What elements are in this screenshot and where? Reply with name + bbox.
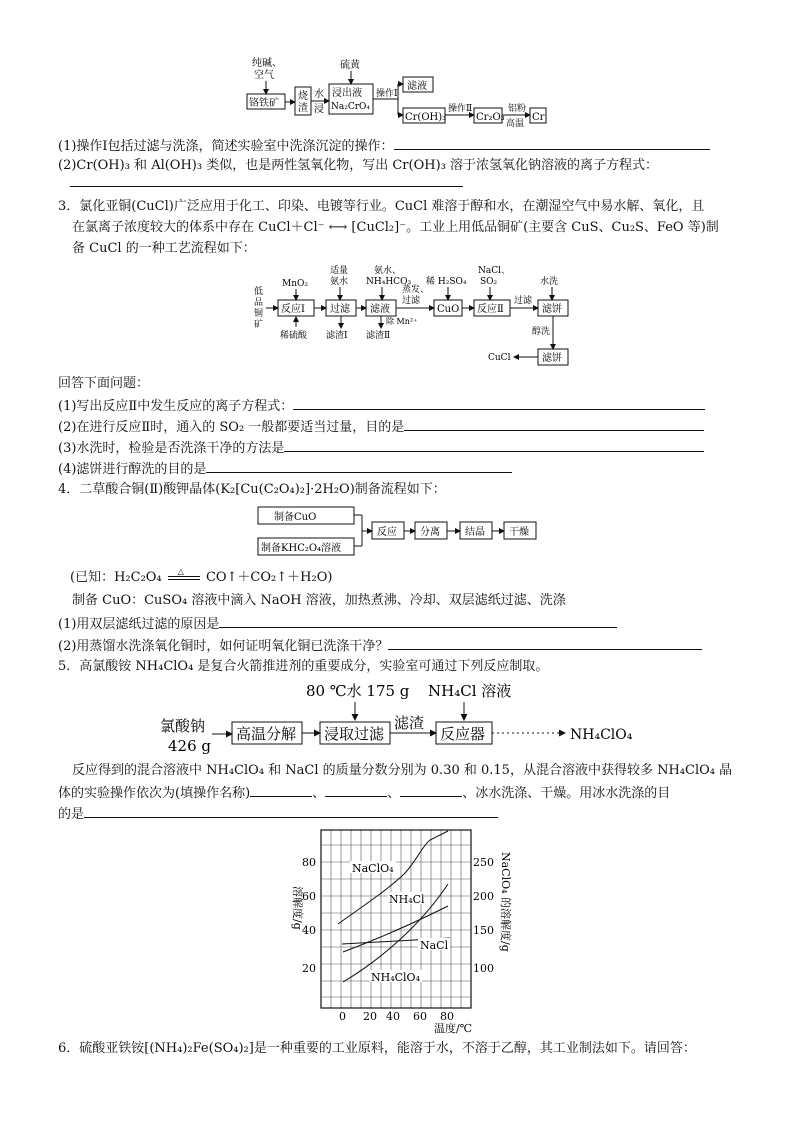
sep: 分离 — [420, 527, 440, 538]
q5-blank-4[interactable] — [84, 804, 498, 818]
q3-sub3-blank[interactable] — [284, 438, 704, 452]
residue: 滤渣 — [394, 714, 425, 732]
residue1: 滤渣Ⅰ — [326, 331, 348, 341]
x-tick-80: 80 — [440, 1010, 454, 1023]
flow1-al: 铝粉 — [508, 104, 527, 114]
flow1-hightemp: 高温 — [506, 119, 525, 129]
flow1-roast-2: 渣 — [298, 103, 308, 114]
flow1-ore: 铬铁矿 — [249, 98, 279, 109]
q5-body-line2: 体的实验操作依次为(填操作名称) 、 、 、冰水洗涤、干燥。用冰水洗涤的目 — [58, 783, 670, 802]
cryst: 结晶 — [465, 527, 485, 538]
cucl-product: CuCl — [488, 353, 511, 363]
q4-sub1: (1)用双层滤纸过滤的原因是 — [58, 614, 617, 633]
q3-sub3: (3)水洗时，检验是否洗涤干净的方法是 — [58, 438, 704, 457]
q3-sub4-blank[interactable] — [206, 459, 512, 473]
q3-sub1: (1)写出反应Ⅱ中发生反应的离子方程式： — [58, 396, 705, 415]
filter2: 过滤 — [514, 296, 533, 306]
x-tick-0: 0 — [339, 1010, 346, 1023]
q3-sub2-blank[interactable] — [404, 417, 704, 431]
mass-in: 426 g — [168, 737, 212, 754]
q4-flowchart — [250, 502, 550, 560]
filtrate: 滤液 — [370, 304, 390, 315]
product: NH₄ClO₄ — [570, 727, 633, 743]
q2-sub1: (1)操作Ⅰ包括过滤与洗涤，简述实验室中洗涤沉淀的操作： — [58, 136, 710, 155]
r1: 反应Ⅰ — [281, 304, 305, 315]
flow1-leachate-1: 浸出液 — [332, 88, 362, 99]
flow1-op2: 操作Ⅱ — [448, 104, 473, 114]
q6-stem: 6．硫酸亚铁铵[(NH₄)₂Fe(SO₄)₂]是一种重要的工业原料，能溶于水，不溶于乙醇，其工业制法如下。请回答： — [58, 1041, 696, 1056]
q4-sub2: (2)用蒸馏水洗涤氧化铜时，如何证明氧化铜已洗涤干净？ — [58, 636, 702, 655]
dry: 干燥 — [509, 527, 529, 538]
evap-1: 蒸发、 — [402, 285, 430, 295]
q3-answer-prompt: 回答下面问题： — [58, 376, 150, 391]
q3-sub2: (2)在进行反应Ⅱ时，通入的 SO₂ 一般都要适当过量，目的是 — [58, 417, 704, 436]
label-nh4clo4: NH₄ClO₄ — [371, 971, 420, 984]
q4-sub2-blank[interactable] — [388, 636, 702, 650]
q3-sub1-blank[interactable] — [293, 396, 705, 410]
right-axis-label: NaClO₄ 的溶解度/g — [499, 852, 512, 952]
q4-prep: 制备 CuO：CuSO₄ 溶液中滴入 NaOH 溶液，加热煮沸、冷却、双层滤纸过滤、洗涤 — [72, 593, 566, 608]
r2: 反应Ⅱ — [477, 304, 504, 315]
left-axis-label: 溶解度/g — [291, 886, 304, 930]
q2-sub2: (2)Cr(OH)₃ 和 Al(OH)₃ 类似，也是两性氢氧化物，写出 Cr(OH)₃ 溶于浓氢氧化钠溶液的离子方程式： — [58, 158, 658, 173]
residue2: 滤渣Ⅱ — [366, 331, 391, 341]
ore-1: 低 — [254, 287, 264, 297]
x-label: 温度/℃ — [434, 1022, 473, 1035]
arrow-bottom — [168, 579, 200, 580]
flow1-air: 空气 — [254, 70, 274, 81]
reactor: 反应器 — [440, 725, 486, 743]
cake1: 滤饼 — [542, 304, 562, 315]
flow1-croh: Cr(OH)₃ — [405, 112, 447, 123]
react: 反应 — [377, 527, 397, 538]
x-tick-60: 60 — [413, 1010, 427, 1023]
q5-flowchart — [150, 676, 650, 754]
q3-stem-line2: 在氯离子浓度较大的体系中存在 CuCl＋Cl⁻ ⟷ [CuCl₂]⁻。工业上用低品铜矿(主要含 CuS、Cu₂S、FeO 等)制 — [72, 220, 719, 235]
q3-stem-line1: 3．氯化亚铜(CuCl)广泛应用于化工、印染、电镀等行业。CuCl 难溶于醇和水，在潮湿空气中易水解、氧化，且 — [58, 199, 705, 214]
leach: 浸取过滤 — [324, 725, 385, 743]
cucl-flowchart — [250, 262, 580, 368]
nacl-1: NaCl、 — [478, 266, 511, 276]
right-tick-200: 200 — [473, 890, 494, 903]
ammonia-2: 氨水 — [330, 277, 349, 287]
flow1-water-2: 浸 — [314, 104, 324, 115]
left-tick-80: 80 — [302, 856, 316, 869]
q5-blank-2[interactable] — [325, 783, 387, 797]
arrow-top — [168, 576, 200, 577]
q3-sub4: (4)滤饼进行醇洗的目的是 — [58, 459, 512, 478]
ore-3: 铜 — [254, 309, 264, 319]
flow1-cr2o3: Cr₂O₃ — [476, 112, 505, 123]
alc-wash: 醇洗 — [532, 327, 551, 337]
right-tick-100: 100 — [473, 962, 494, 975]
flow1-op1: 操作Ⅰ — [376, 89, 398, 99]
flow1-leachate-2: Na₂CrO₄ — [331, 102, 371, 112]
flow1-water-1: 水 — [314, 89, 324, 100]
heat-arrow — [166, 567, 202, 584]
flow1-sulfur: 硫黄 — [340, 60, 360, 71]
cake2: 滤饼 — [542, 353, 562, 364]
nh4cl-top: NH₄Cl 溶液 — [428, 682, 512, 700]
solubility-graph — [280, 822, 540, 1036]
cuo: CuO — [437, 304, 460, 315]
right-tick-150: 150 — [473, 924, 494, 937]
label-nacl: NaCl — [420, 939, 449, 952]
q5-blank-3[interactable] — [400, 783, 462, 797]
prep-khc2o4: 制备KHC₂O₄溶液 — [261, 543, 342, 554]
q4-sub1-blank[interactable] — [219, 614, 617, 628]
mno2: MnO₂ — [282, 279, 308, 289]
x-tick-20: 20 — [363, 1010, 377, 1023]
left-tick-60: 60 — [302, 890, 316, 903]
filter: 过滤 — [330, 304, 350, 315]
flow1-filtrate: 滤液 — [407, 81, 427, 92]
prep-cuo: 制备CuO — [274, 512, 317, 523]
decomp: 高温分解 — [236, 725, 297, 743]
q5-body-line1: 反应得到的混合溶液中 NH₄ClO₄ 和 NaCl 的质量分数分别为 0.30 和 0.15，从混合溶液中获得较多 NH₄ClO₄ 晶 — [72, 763, 733, 778]
water-top: 80 ℃水 175 g — [306, 682, 410, 700]
flow1-cr: Cr — [532, 112, 545, 123]
h2so4-top: 稀 H₂SO₄ — [426, 277, 467, 287]
flow1-soda: 纯碱、 — [252, 58, 282, 69]
wash-water: 水洗 — [540, 277, 559, 287]
q2-sub1-blank[interactable] — [394, 136, 710, 150]
nh3-2: NH₄HCO₃ — [366, 277, 412, 287]
q5-stem: 5．高氯酸铵 NH₄ClO₄ 是复合火箭推进剂的重要成分，实验室可通过下列反应制取。 — [58, 659, 549, 674]
x-tick-40: 40 — [386, 1010, 400, 1023]
label-nh4cl: NH₄Cl — [389, 893, 425, 906]
flow1-roast-1: 烧 — [298, 91, 308, 102]
right-tick-250: 250 — [473, 856, 494, 869]
delta-mark: △ — [177, 567, 184, 576]
left-tick-40: 40 — [302, 924, 316, 937]
q5-blank-1[interactable] — [250, 783, 312, 797]
left-tick-20: 20 — [302, 962, 316, 975]
evap-2: 过滤 — [402, 296, 421, 306]
ore-4: 矿 — [254, 320, 264, 330]
nacl-2: SO₂ — [480, 277, 498, 287]
nacl-in: 氯酸钠 — [160, 717, 206, 735]
q4-known: (已知：H₂C₂O₄ △ CO↑＋CO₂↑＋H₂O) — [70, 569, 332, 586]
dilute-h2so4: 稀硫酸 — [280, 331, 308, 341]
q2-sub2-blank[interactable] — [70, 186, 463, 187]
nh3-1: 氨水、 — [374, 266, 402, 276]
chromite-flowchart — [240, 52, 560, 130]
q4-stem: 4．二草酸合铜(Ⅱ)酸钾晶体(K₂[Cu(C₂O₄)₂]·2H₂O)制备流程如下： — [58, 482, 446, 497]
ore-2: 品 — [254, 298, 264, 308]
remove-mn: 除 Mn²⁺ — [386, 317, 418, 326]
q3-stem-line3: 备 CuCl 的一种工艺流程如下： — [72, 241, 256, 256]
ammonia-1: 适量 — [330, 266, 349, 276]
label-naclo4: NaClO₄ — [352, 862, 394, 875]
q5-body-line3: 的是 — [58, 804, 498, 823]
